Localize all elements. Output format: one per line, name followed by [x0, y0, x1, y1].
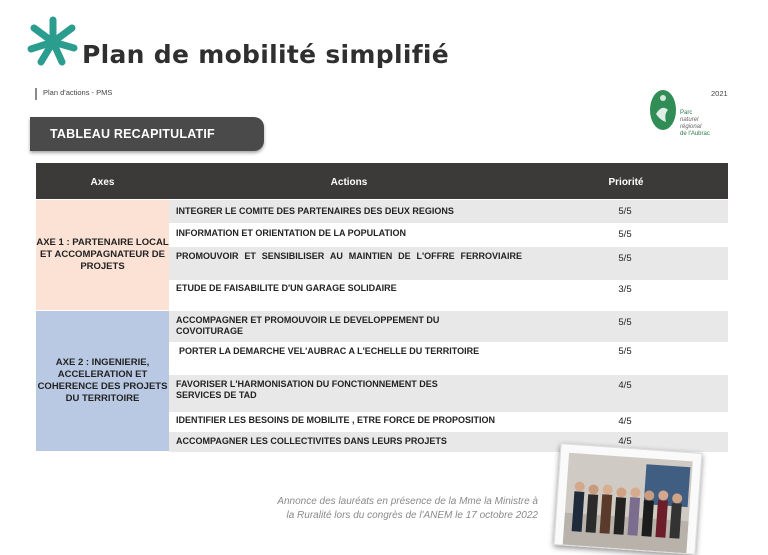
axe-2-label: AXE 2 : INGENIERIE, ACCELERATION ET COHERENCE DES PROJETS DU TERRITOIRE: [36, 311, 169, 451]
photo-illustration: [563, 453, 693, 553]
table-row: [169, 375, 728, 412]
section-tab-label: TABLEAU RECAPITULATIF: [50, 127, 215, 141]
column-header-priority: Priorité: [608, 177, 644, 188]
table-row: [169, 311, 728, 342]
park-line-4: de l'Aubrac: [680, 131, 710, 137]
priority-cell: 4/5: [618, 436, 632, 447]
table-row: [169, 412, 728, 432]
table-row: [169, 223, 728, 247]
park-line-3: régional: [680, 124, 702, 130]
priority-cell: 5/5: [618, 206, 632, 217]
table-row: [169, 247, 728, 280]
action-cell: PORTER LA DEMARCHE VEL'AUBRAC A L'ECHELLE DU TERRITOIRE: [179, 346, 480, 356]
table-row: [169, 342, 728, 375]
group-photo: [554, 443, 703, 555]
year-label: 2021: [711, 89, 728, 98]
subtitle-marker: [35, 88, 37, 100]
axe-1-label: AXE 1 : PARTENAIRE LOCAL ET ACCOMPAGNATEUR DE PROJETS: [36, 200, 169, 310]
priority-cell: 3/5: [618, 284, 632, 295]
priority-cell: 5/5: [618, 317, 632, 328]
action-cell: IDENTIFIER LES BESOINS DE MOBILITE , ETRE FORCE DE PROPOSITION: [176, 415, 496, 425]
action-cell: ACCOMPAGNER LES COLLECTIVITES DANS LEURS PROJETS: [176, 436, 447, 446]
action-cell: ETUDE DE FAISABILITE D'UN GARAGE SOLIDAIRE: [176, 283, 397, 293]
photo-caption: [232, 495, 538, 523]
column-header-axes: Axes: [90, 177, 115, 188]
action-cell: INTEGRER LE COMITE DES PARTENAIRES DES DEUX REGIONS: [176, 206, 454, 216]
priority-cell: 4/5: [618, 416, 632, 427]
table-header: [36, 163, 728, 199]
table-row: [169, 280, 728, 310]
priority-cell: 4/5: [618, 380, 632, 391]
asterisk-star-icon: [24, 16, 82, 68]
column-header-actions: Actions: [330, 177, 368, 188]
priority-cell: 5/5: [618, 346, 632, 357]
action-cell: ACCOMPAGNER ET PROMOUVOIR LE DEVELOPPEMENT DU COVOITURAGE: [176, 315, 440, 336]
park-line-2: naturel: [680, 117, 699, 123]
park-line-1: Parc: [680, 110, 693, 116]
table-row: [169, 200, 728, 223]
park-logo-text: [680, 110, 710, 138]
action-cell: PROMOUVOIR ET SENSIBILISER AU MAINTIEN DE L'OFFRE FERROVIAIRE: [176, 251, 522, 261]
priority-cell: 5/5: [618, 229, 632, 240]
page-title: Plan de mobilité simplifié: [82, 40, 449, 69]
action-cell: INFORMATION ET ORIENTATION DE LA POPULATION: [176, 228, 406, 238]
photo-image: [563, 453, 693, 553]
recap-table: [36, 163, 728, 453]
action-cell: FAVORISER L'HARMONISATION DU FONCTIONNEMENT DES SERVICES DE TAD: [176, 379, 438, 400]
caption-line-1: Annonce des lauréats en présence de la Mme la Ministre à: [277, 496, 538, 507]
priority-cell: 5/5: [618, 253, 632, 264]
page-subtitle: Plan d'actions - PMS: [43, 88, 113, 97]
caption-line-2: la Ruralité lors du congrès de l'ANEM le 17 octobre 2022: [286, 510, 538, 521]
